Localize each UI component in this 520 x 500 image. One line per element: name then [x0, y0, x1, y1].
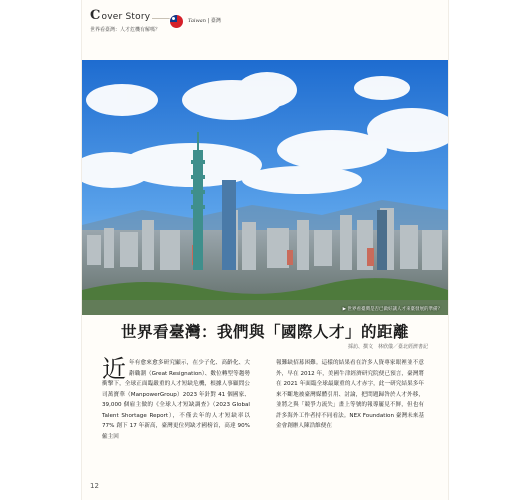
- drop-cap: 近: [102, 355, 126, 383]
- article-title: 世界看臺灣：我們與「國際人才」的距離: [120, 323, 409, 341]
- taipei-skyline-photo: [82, 60, 448, 315]
- article-byline: 採訪、撰文 林欣儀／臺北經濟書記: [347, 344, 428, 350]
- section-title: Cover Story: [90, 8, 151, 23]
- article-column-left: [102, 355, 250, 442]
- section-subtitle: 世界看臺灣：人才危機有解嗎？: [90, 27, 161, 33]
- magazine-page: [82, 0, 448, 500]
- region-label: Taiwan | 臺灣: [188, 18, 221, 24]
- page-number: 12: [90, 482, 99, 490]
- left-column-text: 年有愈來愈多研究顯示，在少子化、高齡化、大辭職潮（Great Resignation）、數位轉型等趨勢衝擊下，全球正面臨嚴重的人才短缺危機，根據人事顧問公司萬寶華（ManpowerGroup）2023 年針對 41 個國家、39,000 個雇主做的《全球人才短缺調查》（2023 Global Talent Shortage Report），不僅去年的人才短缺率以 77% 創下 17 年新高，臺灣更位列缺才國榜首，高達 90% 僱主回: [102, 360, 250, 440]
- right-column-text: 報難缺招募困難。這樣的結果看在許多人資專家眼裡並不意外，早在 2012 年，美國牛津經濟研究院便已預言，臺灣將在 2021 年面臨全球最嚴重的人才赤字，此一研究結果多年來不斷地被臺灣媒體引用、討論，把問題歸咎於人才外移，並將之與「競爭力流失」畫上等號的報導屢見不鮮，但也有許多海外工作者持不同看法。NEX Foundation 臺灣未來基金會創辦人陳浩維便在: [276, 360, 424, 429]
- taiwan-flag-icon: [170, 15, 183, 28]
- photo-caption: ▶ 世界看臺灣是否已做好讓人才來臺發展的準備？: [342, 307, 442, 312]
- article-column-right: [276, 358, 424, 432]
- page-header: [90, 8, 440, 38]
